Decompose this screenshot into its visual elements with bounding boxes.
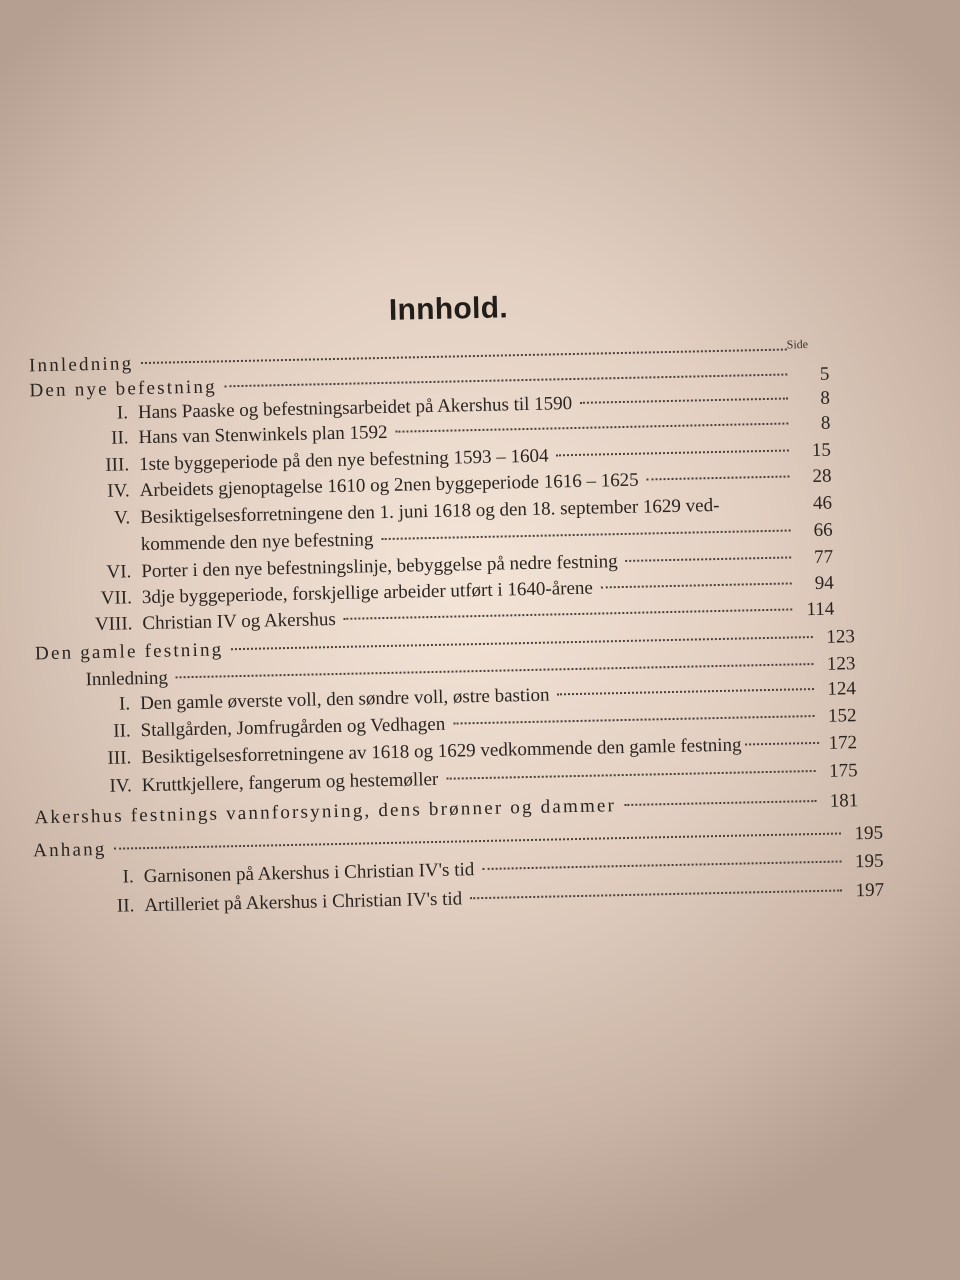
- toc-entry-label: Porter i den nye befestningslinje, bebyggelse på nedre festning: [141, 551, 618, 583]
- dot-leader: [176, 663, 814, 678]
- dot-leader: [557, 688, 814, 695]
- chapter-number: VI.: [106, 561, 132, 583]
- dot-leader: [344, 608, 793, 619]
- toc-entry-label: Kruttkjellere, fangerum og hestemøller: [141, 768, 439, 797]
- toc-page-number: 152: [827, 705, 857, 727]
- page-title: Innhold.: [388, 291, 509, 327]
- toc-page-number: 8: [820, 387, 831, 409]
- toc-entry-label: Besiktigelsesforretningene av 1618 og 1629 vedkommende den gamle festning: [141, 734, 742, 769]
- dot-leader: [381, 529, 790, 540]
- toc-entry-label: Garnisonen på Akershus i Christian IV's tid: [143, 859, 475, 888]
- dot-leader: [580, 398, 788, 404]
- toc-page-number: 172: [828, 732, 858, 754]
- toc-page-number: 15: [811, 439, 832, 462]
- chapter-number: VII.: [100, 587, 133, 609]
- chapter-number: III.: [105, 454, 130, 476]
- toc-entry-label: Artilleriet på Akershus i Christian IV's tid: [144, 888, 463, 917]
- chapter-number: I.: [118, 693, 131, 715]
- toc-page-number: 175: [828, 760, 858, 782]
- toc-page-number: 124: [827, 678, 857, 700]
- toc-entry-label: Besiktigelsesforretningene den 1. juni 1618 og den 18. september 1629 ved-: [139, 494, 720, 529]
- toc-entry-label: Christian IV og Akershus: [142, 609, 336, 635]
- chapter-number: I.: [116, 402, 129, 424]
- dot-leader: [601, 582, 792, 588]
- toc-entry-label: Den nye befestning: [29, 376, 218, 402]
- dot-leader: [556, 449, 789, 456]
- toc-entry-label: Innledning: [85, 667, 169, 691]
- chapter-number: VIII.: [94, 613, 133, 636]
- toc-entry-label: 3dje byggeperiode, forskjellige arbeider utført i 1640-årene: [141, 577, 594, 609]
- chapter-number: V.: [113, 507, 131, 529]
- dot-leader: [647, 475, 790, 480]
- toc-entry-label: 1ste byggeperiode på den nye befestning 1593 – 1604: [138, 445, 549, 476]
- chapter-number: III.: [107, 747, 132, 769]
- dot-leader: [624, 800, 816, 806]
- toc-page-number: [795, 355, 829, 356]
- chapter-number: I.: [122, 866, 134, 888]
- chapter-number: II.: [116, 895, 135, 917]
- dot-leader: [470, 889, 842, 899]
- toc-page-number: 197: [855, 879, 885, 902]
- toc-page-number: 66: [813, 519, 833, 541]
- dot-leader: [446, 770, 815, 780]
- dot-leader: [231, 636, 813, 650]
- toc-page-number: 181: [829, 790, 859, 812]
- dot-leader: [482, 860, 841, 870]
- leader-spacer: [727, 504, 790, 505]
- toc-page-number: 77: [813, 546, 834, 568]
- toc-entry-label: Hans Paaske og befestningsarbeidet på Akershus til 1590: [137, 393, 573, 424]
- dot-leader: [746, 742, 820, 746]
- dot-leader: [114, 832, 841, 849]
- toc-entry-label: Den gamle øverste voll, den søndre voll, østre bastion: [139, 684, 550, 715]
- toc-page-number: 5: [819, 363, 830, 385]
- chapter-number: [87, 550, 131, 551]
- toc-page-number: 114: [806, 598, 835, 621]
- toc-entry-label: Den gamle festning: [34, 639, 224, 665]
- chapter-number: II.: [110, 427, 129, 449]
- toc-entry-label: Innledning: [28, 353, 134, 377]
- toc-page-number: 8: [820, 412, 831, 434]
- toc-page-number: 46: [812, 492, 833, 515]
- chapter-number: IV.: [109, 775, 133, 797]
- chapter-number: II.: [113, 720, 131, 742]
- dot-leader: [626, 556, 792, 561]
- chapter-number: IV.: [107, 480, 130, 502]
- toc-entry-label: Hans van Stenwinkels plan 1592: [138, 421, 388, 449]
- toc-entry-label: Akershus festnings vannforsyning, dens brønner og dammer: [34, 795, 617, 829]
- toc-page-number: 195: [854, 822, 884, 845]
- toc-entry-label: Stallgården, Jomfrugården og Vedhagen: [140, 713, 446, 742]
- toc-page-number: 195: [854, 850, 884, 873]
- dot-leader: [396, 423, 789, 433]
- toc-page-number: 28: [812, 465, 832, 488]
- toc-entry-label: Arbeidets gjenoptagelse 1610 og 2nen byggeperiode 1616 – 1625: [139, 469, 639, 502]
- dot-leader: [141, 349, 787, 365]
- dot-leader: [225, 374, 788, 388]
- dot-leader: [453, 715, 814, 725]
- toc-page-number: 123: [826, 626, 856, 648]
- toc-entry-label: Anhang: [32, 838, 107, 862]
- toc-page-number: 94: [814, 572, 834, 594]
- toc-page-number: 123: [826, 653, 856, 675]
- toc-entry-label: kommende den nye befestning: [140, 529, 374, 556]
- page-column-label: Side: [786, 337, 809, 352]
